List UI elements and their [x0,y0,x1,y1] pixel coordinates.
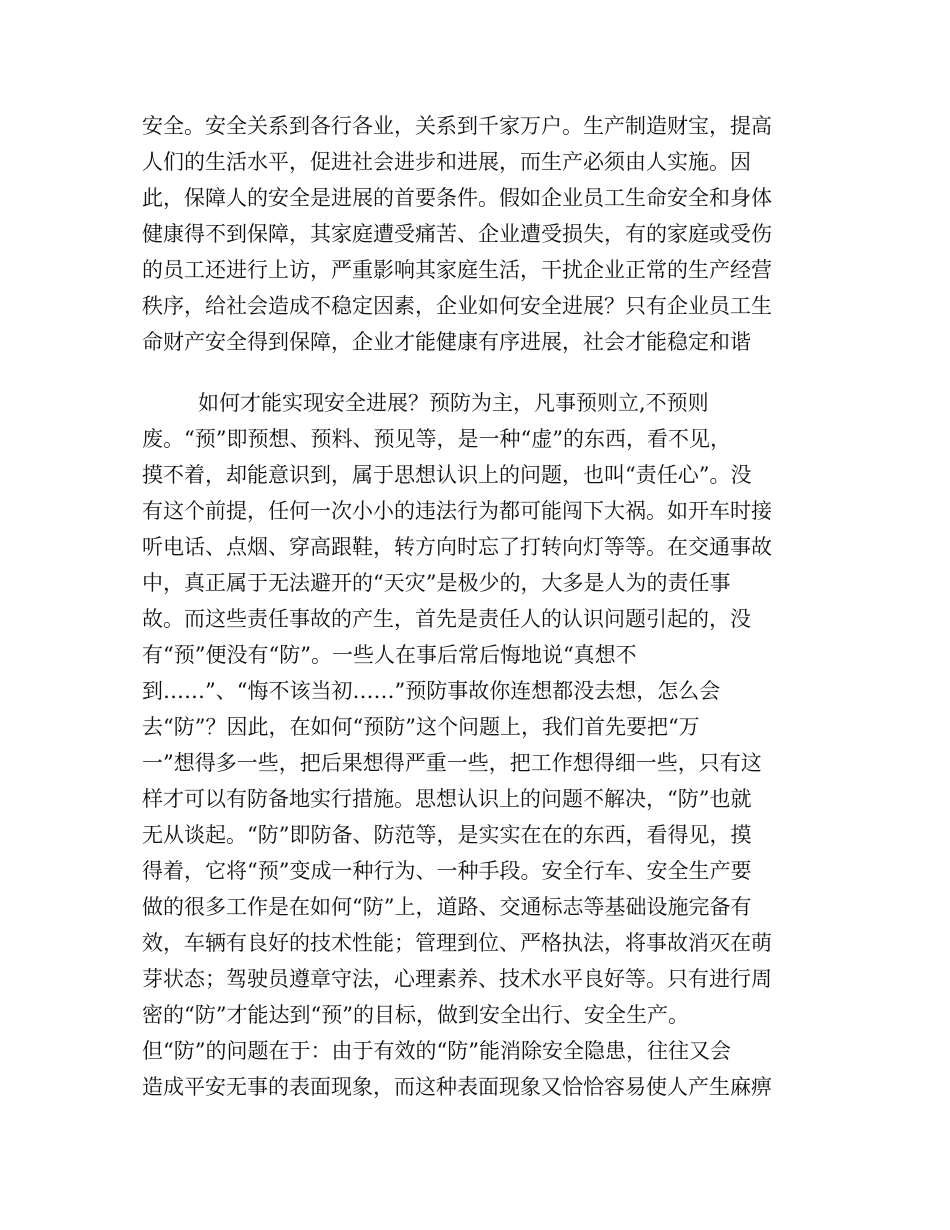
text-line: 的员工还进行上访，严重影响其家庭生活，干扰企业正常的生产经营 [142,258,772,282]
text-line: 一”想得多一些，把后果想得严重一些，把工作想得细一些，只有这 [142,751,762,775]
text-line: 废。“预”即预想、预料、预见等，是一种“虚”的东西，看不见， [142,427,731,451]
text-line: 健康得不到保障，其家庭遭受痛苦、企业遭受损失，有的家庭或受伤 [142,222,772,246]
text-line: 安全。安全关系到各行各业，关系到千家万户。生产制造财宝，提高 [142,114,772,138]
text-line: 如何才能实现安全进展？预防为主，凡事预则立,不预则 [198,391,709,415]
text-line: 摸不着，却能意识到，属于思想认识上的问题，也叫“责任心”。没 [142,463,752,487]
text-line: 人们的生活水平，促进社会进步和进展，而生产必须由人实施。因 [142,150,751,174]
text-line: 造成平安无事的表面现象，而这种表面现象又恰恰容易使人产生麻痹 [142,1075,772,1099]
text-line: 秩序，给社会造成不稳定因素，企业如何安全进展？只有企业员工生 [142,294,772,318]
text-line: 做的很多工作是在如何“防”上，道路、交通标志等基础设施完备有 [142,895,752,919]
text-line: 故。而这些责任事故的产生，首先是责任人的认识问题引起的，没 [142,607,751,631]
text-line: 样才可以有防备地实行措施。思想认识上的问题不解决，“防”也就 [142,787,752,811]
text-line: 此，保障人的安全是进展的首要条件。假如企业员工生命安全和身体 [142,186,772,210]
text-line: 有这个前提，任何一次小小的违法行为都可能闯下大祸。如开车时接 [142,499,772,523]
text-line: 得着，它将“预”变成一种行为、一种手段。安全行车、安全生产要 [142,859,752,883]
text-line: 命财产安全得到保障，企业才能健康有序进展，社会才能稳定和谐 [142,330,751,354]
text-line: 去“防”？因此，在如何“预防”这个问题上，我们首先要把“万 [142,715,700,739]
text-line: 芽状态；驾驶员遵章守法，心理素养、技术水平良好等。只有进行周 [142,967,772,991]
text-line: 听电话、点烟、穿高跟鞋，转方向时忘了打转向灯等等。在交通事故 [142,535,772,559]
text-line: 但“防”的问题在于：由于有效的“防”能消除安全隐患，往往又会 [142,1039,731,1063]
text-line: 中，真正属于无法避开的“天灾”是极少的，大多是人为的责任事 [142,571,731,595]
text-line: 效，车辆有良好的技术性能；管理到位、严格执法，将事故消灭在萌 [142,931,772,955]
text-line: 密的“防”才能达到“预”的目标，做到安全出行、安全生产。 [142,1003,689,1027]
text-line: 有“预”便没有“防”。一些人在事后常后悔地说“真想不 [142,643,637,667]
text-line: 到……”、“悔不该当初……”预防事故你连想都没去想，怎么会 [142,679,721,703]
text-line: 无从谈起。“防”即防备、防范等，是实实在在的东西，看得见，摸 [142,823,752,847]
